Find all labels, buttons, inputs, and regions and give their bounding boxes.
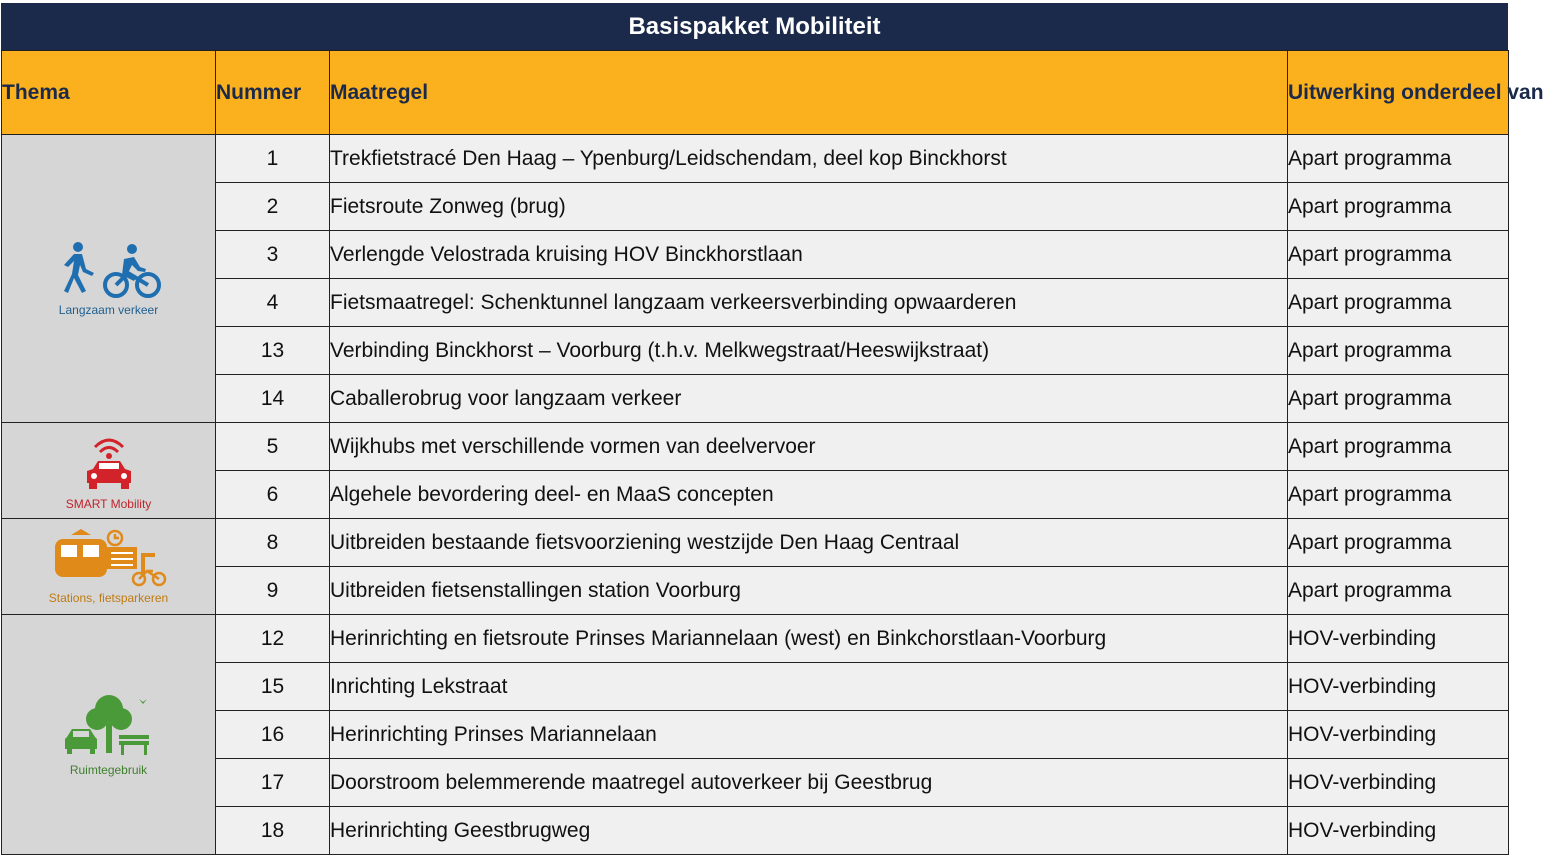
row-number: 1 <box>216 135 330 183</box>
table-row <box>2 327 1509 375</box>
table-title: Basispakket Mobiliteit <box>1 3 1508 50</box>
theme-label: SMART Mobility <box>65 496 152 511</box>
row-uitwerking: HOV-verbinding <box>1288 711 1509 759</box>
row-maatregel: Doorstroom belemmerende maatregel autoverkeer bij Geestbrug <box>330 759 1288 807</box>
row-uitwerking: HOV-verbinding <box>1288 615 1509 663</box>
table-row <box>2 663 1509 711</box>
row-number: 18 <box>216 807 330 855</box>
header-row <box>2 51 1509 135</box>
row-maatregel: Trekfietstracé Den Haag – Ypenburg/Leidschendam, deel kop Binckhorst <box>330 135 1288 183</box>
theme-label: Ruimtegebruik <box>69 762 148 777</box>
row-uitwerking: HOV-verbinding <box>1288 759 1509 807</box>
row-maatregel: Verbinding Binckhorst – Voorburg (t.h.v. Melkwegstraat/Heeswijkstraat) <box>330 327 1288 375</box>
row-uitwerking: Apart programma <box>1288 279 1509 327</box>
table-row <box>2 135 1509 183</box>
row-maatregel: Fietsmaatregel: Schenktunnel langzaam verkeersverbinding opwaarderen <box>330 279 1288 327</box>
row-uitwerking: HOV-verbinding <box>1288 663 1509 711</box>
row-uitwerking: Apart programma <box>1288 327 1509 375</box>
row-maatregel: Caballerobrug voor langzaam verkeer <box>330 375 1288 423</box>
table-row <box>2 759 1509 807</box>
row-number: 16 <box>216 711 330 759</box>
row-maatregel: Uitbreiden bestaande fietsvoorziening westzijde Den Haag Centraal <box>330 519 1288 567</box>
row-uitwerking: Apart programma <box>1288 375 1509 423</box>
table-row <box>2 615 1509 663</box>
row-number: 17 <box>216 759 330 807</box>
table-row <box>2 231 1509 279</box>
row-uitwerking: Apart programma <box>1288 423 1509 471</box>
train-station-bike-icon <box>51 529 167 587</box>
row-uitwerking: Apart programma <box>1288 471 1509 519</box>
row-number: 8 <box>216 519 330 567</box>
row-uitwerking: Apart programma <box>1288 183 1509 231</box>
row-number: 5 <box>216 423 330 471</box>
row-number: 4 <box>216 279 330 327</box>
row-maatregel: Herinrichting en fietsroute Prinses Mariannelaan (west) en Binkchorstlaan-Voorburg <box>330 615 1288 663</box>
header-thema: Thema <box>2 51 216 135</box>
header-uitwerking: Uitwerking onderdeel van <box>1288 51 1509 135</box>
theme-cell-ruimtegebruik <box>2 615 216 855</box>
tree-car-bench-icon <box>61 693 157 759</box>
table-row <box>2 423 1509 471</box>
header-maatregel: Maatregel <box>330 51 1288 135</box>
row-number: 12 <box>216 615 330 663</box>
table-row <box>2 711 1509 759</box>
table-row <box>2 519 1509 567</box>
theme-label: Stations, fietsparkeren <box>48 590 169 605</box>
table-row <box>2 279 1509 327</box>
theme-cell-stations-fietsparkeren <box>2 519 216 615</box>
row-uitwerking: Apart programma <box>1288 519 1509 567</box>
theme-cell-langzaam-verkeer <box>2 135 216 423</box>
row-maatregel: Wijkhubs met verschillende vormen van deelvervoer <box>330 423 1288 471</box>
row-number: 6 <box>216 471 330 519</box>
row-uitwerking: Apart programma <box>1288 231 1509 279</box>
smart-car-icon <box>79 431 139 493</box>
row-maatregel: Algehele bevordering deel- en MaaS concepten <box>330 471 1288 519</box>
table-row <box>2 183 1509 231</box>
table-row <box>2 807 1509 855</box>
row-number: 13 <box>216 327 330 375</box>
theme-cell-smart-mobility <box>2 423 216 519</box>
row-maatregel: Herinrichting Prinses Mariannelaan <box>330 711 1288 759</box>
row-number: 14 <box>216 375 330 423</box>
row-maatregel: Fietsroute Zonweg (brug) <box>330 183 1288 231</box>
pedestrian-cyclist-icon <box>56 241 162 299</box>
row-maatregel: Verlengde Velostrada kruising HOV Binckhorstlaan <box>330 231 1288 279</box>
row-number: 3 <box>216 231 330 279</box>
row-uitwerking: Apart programma <box>1288 567 1509 615</box>
row-number: 2 <box>216 183 330 231</box>
row-number: 9 <box>216 567 330 615</box>
row-number: 15 <box>216 663 330 711</box>
row-uitwerking: HOV-verbinding <box>1288 807 1509 855</box>
measures-table <box>1 50 1544 855</box>
table-row <box>2 567 1509 615</box>
table-row <box>2 375 1509 423</box>
row-maatregel: Inrichting Lekstraat <box>330 663 1288 711</box>
theme-label: Langzaam verkeer <box>58 302 159 317</box>
row-maatregel: Herinrichting Geestbrugweg <box>330 807 1288 855</box>
table-row <box>2 471 1509 519</box>
header-nummer: Nummer <box>216 51 330 135</box>
row-maatregel: Uitbreiden fietsenstallingen station Voorburg <box>330 567 1288 615</box>
row-uitwerking: Apart programma <box>1288 135 1509 183</box>
